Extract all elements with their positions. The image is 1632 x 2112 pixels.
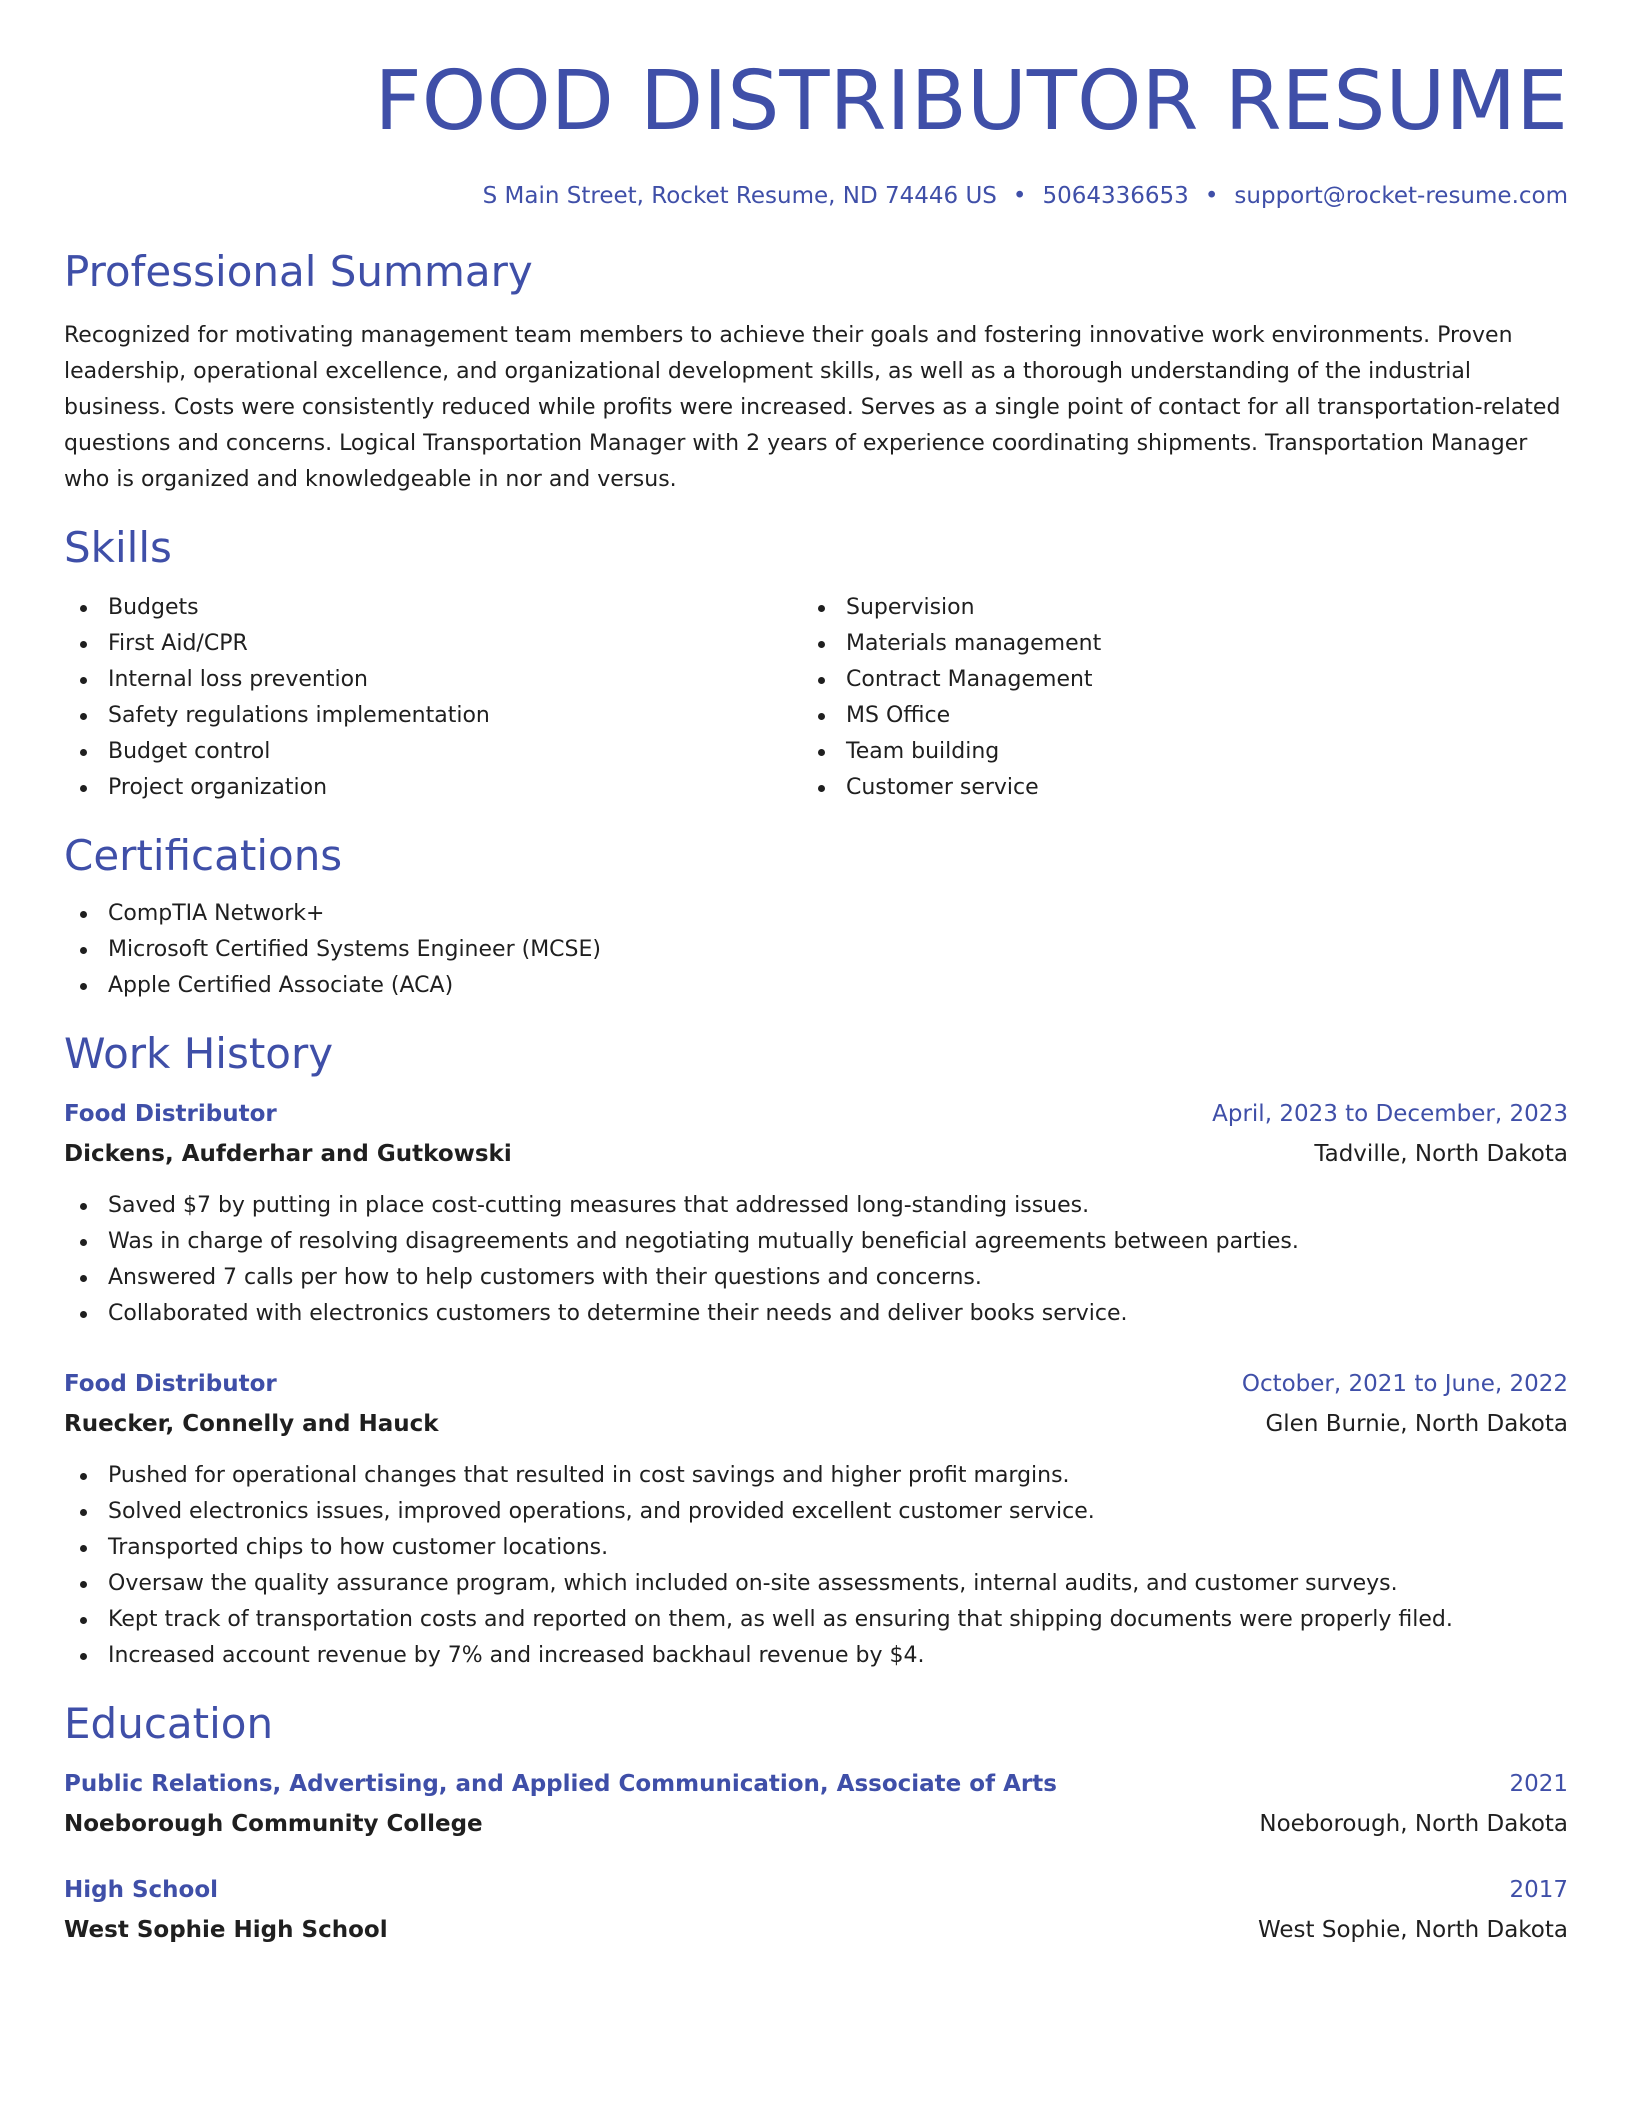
- job-bullet: Transported chips to how customer locations.: [64, 1530, 1568, 1566]
- resume-header: [64, 0, 1568, 212]
- skill-item: MS Office: [802, 698, 1540, 734]
- job-bullets: [64, 1458, 1568, 1674]
- skill-item: Contract Management: [802, 662, 1540, 698]
- education-location: West Sophie, North Dakota: [1258, 1917, 1568, 1943]
- job-location: Tadville, North Dakota: [1314, 1141, 1568, 1167]
- job-location: Glen Burnie, North Dakota: [1265, 1411, 1568, 1437]
- education-year: 2021: [1509, 1771, 1568, 1797]
- job-bullet: Increased account revenue by 7% and increased backhaul revenue by $4.: [64, 1638, 1568, 1674]
- education-header-row: [64, 1874, 1568, 1906]
- skill-item: Budgets: [64, 590, 802, 626]
- contact-line: [64, 180, 1568, 212]
- resume-title: FOOD DISTRIBUTOR RESUME: [374, 54, 1568, 149]
- contact-address: S Main Street, Rocket Resume, ND 74446 US: [482, 183, 997, 209]
- certifications-heading: Certifications: [64, 831, 343, 880]
- skill-item: First Aid/CPR: [64, 626, 802, 662]
- job-bullet: Kept track of transportation costs and reported on them, as well as ensuring that shipping documents were properly filed.: [64, 1602, 1568, 1638]
- skills-section: [64, 522, 1568, 806]
- summary-text: Recognized for motivating management team members to achieve their goals and fostering innovative work environments. Proven leadership, operational excellence, and organizational development skills, as well as a thorough understanding of the industrial business. Costs were consistently reduced while profits were increased. Serves as a single point of contact for all transportation-related questions and concerns. Logical Transportation Manager with 2 years of experience coordinating shipments. Transportation Manager who is organized and knowledgeable in nor and versus.: [64, 323, 1561, 492]
- certification-item: CompTIA Network+: [64, 896, 1568, 932]
- certifications-list: [64, 896, 1568, 1004]
- skills-heading: Skills: [64, 523, 172, 572]
- skills-grid: [64, 590, 1568, 806]
- education-location: Noeborough, North Dakota: [1259, 1811, 1568, 1837]
- job-company: Ruecker, Connelly and Hauck: [64, 1411, 439, 1437]
- education-heading: Education: [64, 1699, 274, 1748]
- job-role: Food Distributor: [64, 1101, 277, 1127]
- job-bullet: Pushed for operational changes that resulted in cost savings and higher profit margins.: [64, 1458, 1568, 1494]
- job-dates: April, 2023 to December, 2023: [1212, 1101, 1568, 1127]
- job-bullet: Oversaw the quality assurance program, which included on-site assessments, internal audits, and customer surveys.: [64, 1566, 1568, 1602]
- certification-item: Microsoft Certified Systems Engineer (MCSE): [64, 932, 1568, 968]
- job-entry: [64, 1368, 1568, 1674]
- skills-list-right: [802, 590, 1540, 806]
- job-bullet: Was in charge of resolving disagreements and negotiating mutually beneficial agreements between parties.: [64, 1224, 1568, 1260]
- work-history-section: [64, 1028, 1568, 1674]
- skill-item: Project organization: [64, 770, 802, 806]
- job-dates: October, 2021 to June, 2022: [1241, 1371, 1568, 1397]
- contact-phone: 5064336653: [1042, 183, 1189, 209]
- skill-item: Internal loss prevention: [64, 662, 802, 698]
- job-header-row: [64, 1098, 1568, 1130]
- skill-item: Budget control: [64, 734, 802, 770]
- skill-item: Supervision: [802, 590, 1540, 626]
- education-entry: [64, 1874, 1568, 1946]
- job-company-row: [64, 1130, 1568, 1170]
- skill-item: Team building: [802, 734, 1540, 770]
- contact-email[interactable]: support@rocket-resume.com: [1234, 183, 1568, 209]
- skill-item: Customer service: [802, 770, 1540, 806]
- education-school: West Sophie High School: [64, 1917, 388, 1943]
- job-header-row: [64, 1368, 1568, 1400]
- work-history-heading: Work History: [64, 1029, 334, 1078]
- summary-section: [64, 246, 1568, 498]
- education-year: 2017: [1509, 1877, 1568, 1903]
- job-company-row: [64, 1400, 1568, 1440]
- job-bullet: Answered 7 calls per how to help customers with their questions and concerns.: [64, 1260, 1568, 1296]
- certifications-section: [64, 830, 1568, 1004]
- education-entry: [64, 1768, 1568, 1840]
- contact-separator: •: [1204, 183, 1219, 209]
- job-bullet: Solved electronics issues, improved operations, and provided excellent customer service.: [64, 1494, 1568, 1530]
- education-school-row: [64, 1906, 1568, 1946]
- education-degree: Public Relations, Advertising, and Applied Communication, Associate of Arts: [64, 1771, 1057, 1797]
- certification-item: Apple Certified Associate (ACA): [64, 968, 1568, 1004]
- job-bullets: [64, 1188, 1568, 1332]
- contact-separator: •: [1012, 183, 1027, 209]
- skills-list-left: [64, 590, 802, 806]
- job-role: Food Distributor: [64, 1371, 277, 1397]
- skill-item: Materials management: [802, 626, 1540, 662]
- education-section: [64, 1698, 1568, 1946]
- education-school-row: [64, 1800, 1568, 1840]
- job-bullet: Saved $7 by putting in place cost-cutting measures that addressed long-standing issues.: [64, 1188, 1568, 1224]
- skill-item: Safety regulations implementation: [64, 698, 802, 734]
- education-degree: High School: [64, 1877, 219, 1903]
- education-school: Noeborough Community College: [64, 1811, 483, 1837]
- summary-heading: Professional Summary: [64, 247, 533, 296]
- job-entry: [64, 1098, 1568, 1332]
- job-company: Dickens, Aufderhar and Gutkowski: [64, 1141, 512, 1167]
- job-bullet: Collaborated with electronics customers to determine their needs and deliver books service.: [64, 1296, 1568, 1332]
- education-header-row: [64, 1768, 1568, 1800]
